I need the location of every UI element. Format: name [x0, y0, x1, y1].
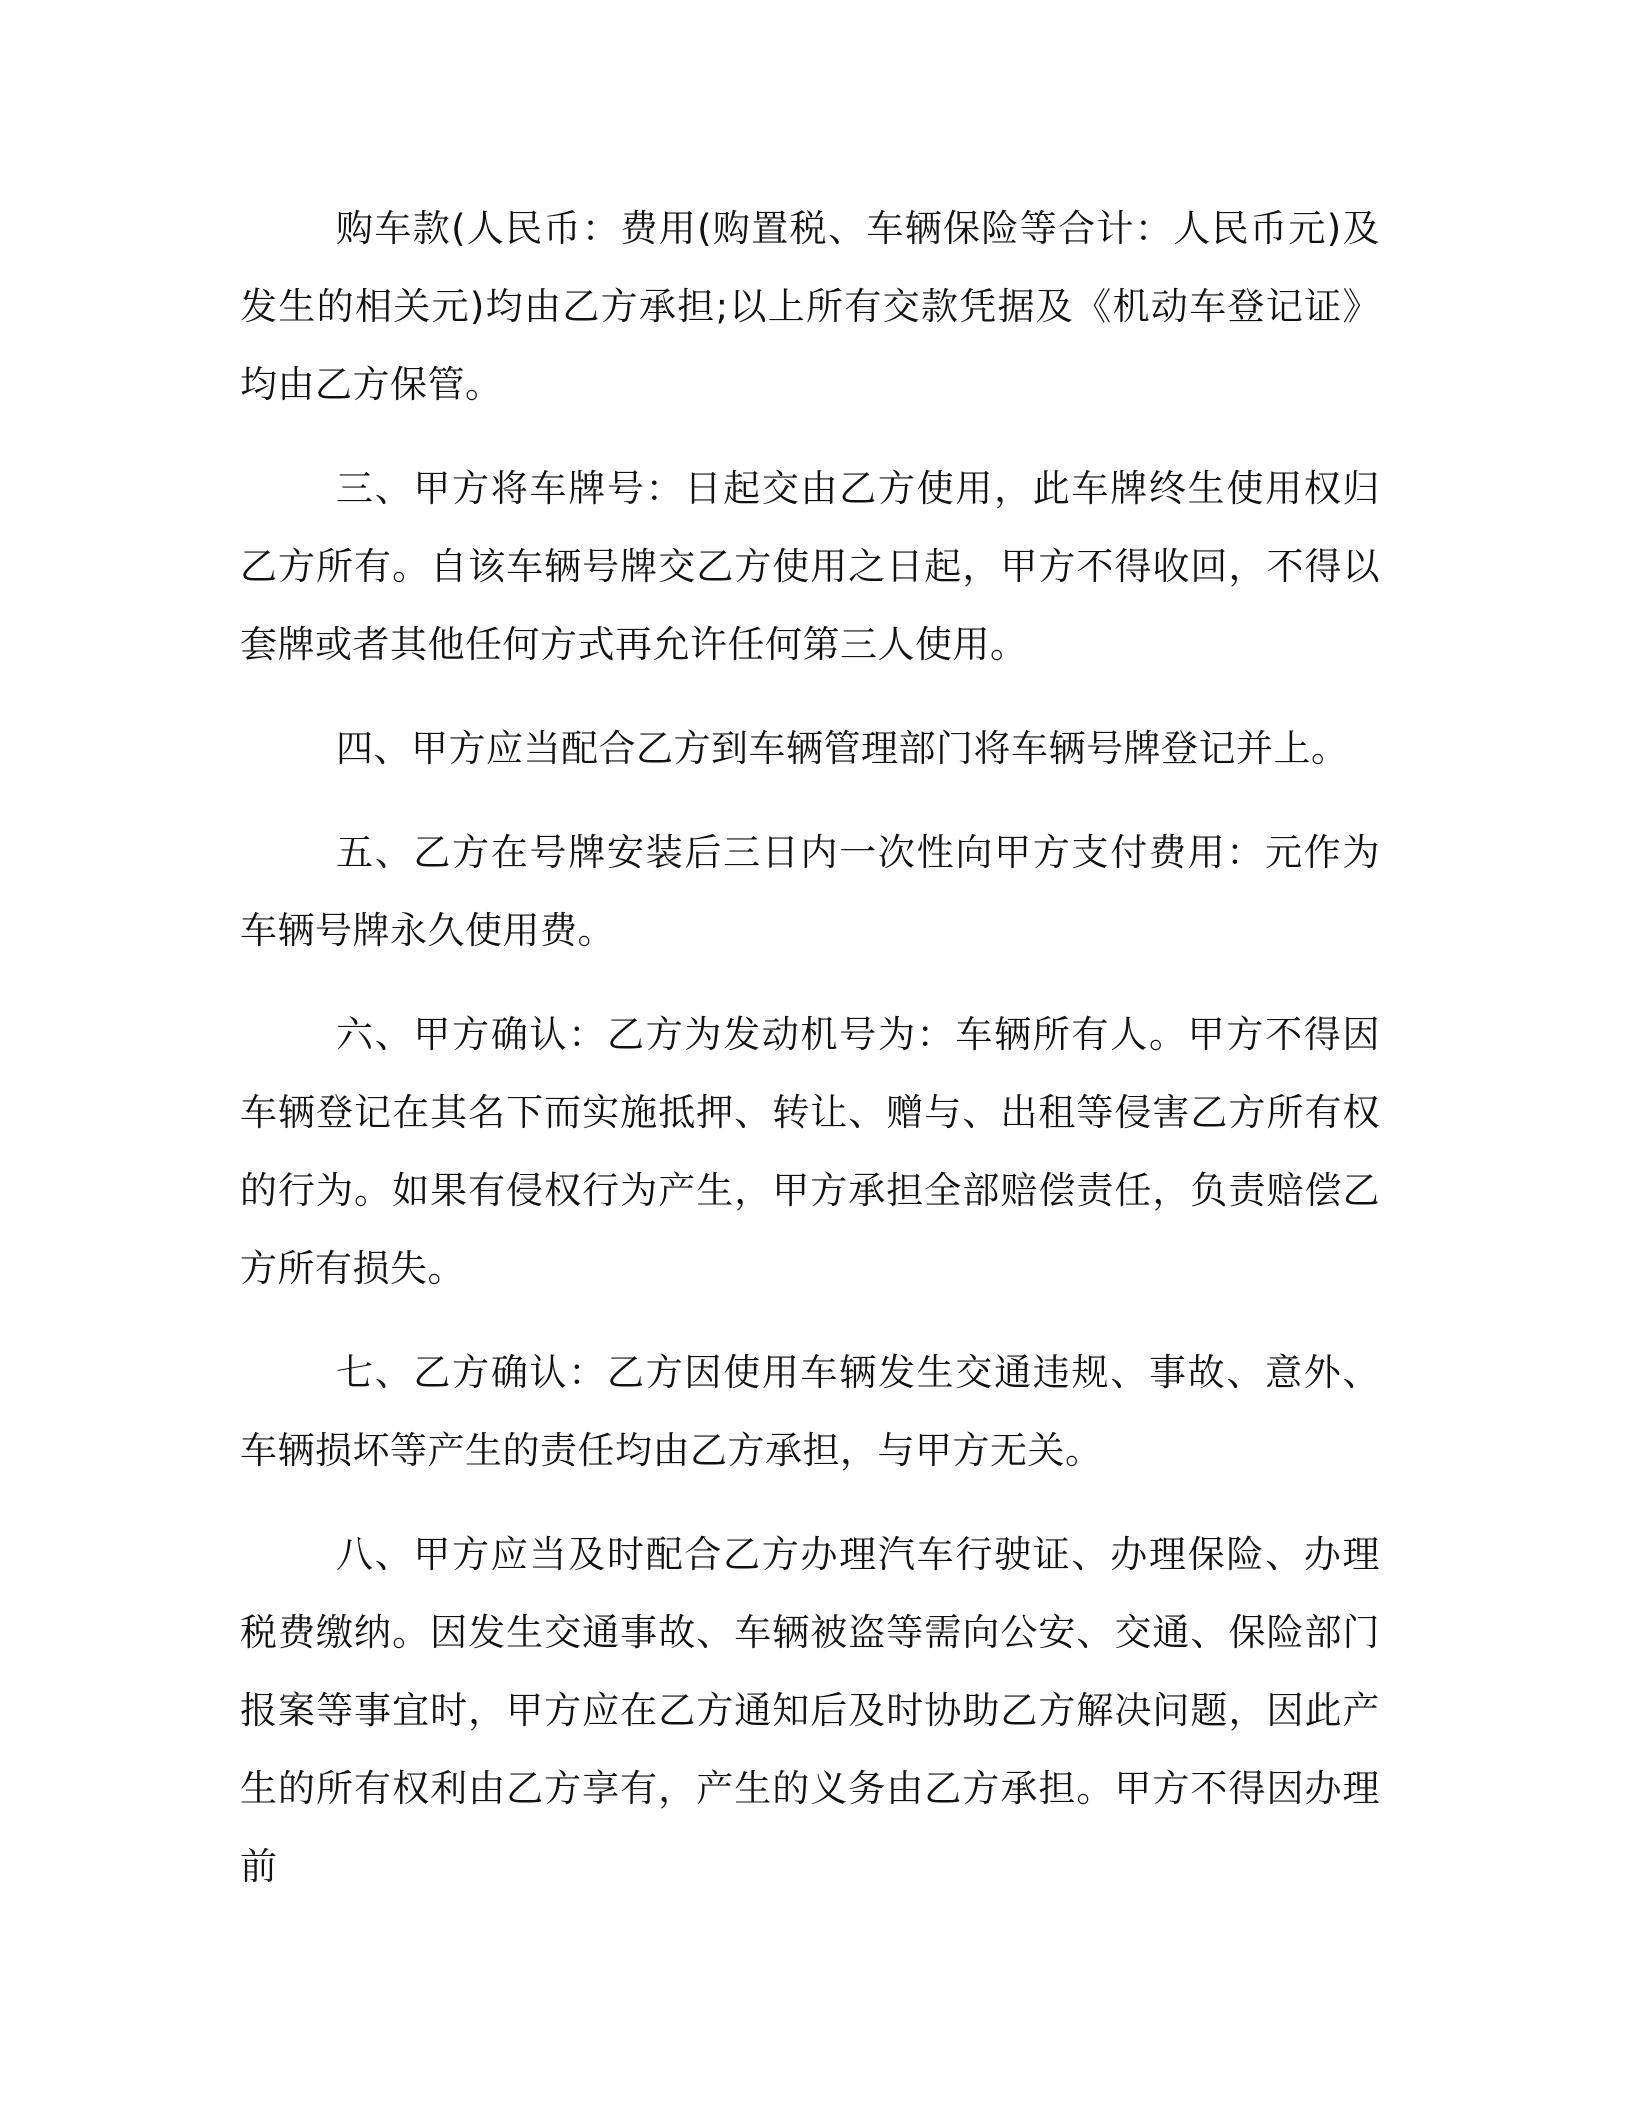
paragraph-payment: 购车款(人民币：费用(购置税、车辆保险等合计：人民币元)及发生的相关元)均由乙方承担;以上所有交款凭据及《机动车登记证》均由乙方保管。: [240, 207, 1380, 406]
paragraph-clause-3: 三、甲方将车牌号：日起交由乙方使用，此车牌终生使用权归乙方所有。自该车辆号牌交乙方使用之日起，甲方不得收回，不得以套牌或者其他任何方式再允许任何第三人使用。: [240, 467, 1380, 666]
document-body: [240, 190, 1380, 1932]
paragraph-clause-6: 六、甲方确认：乙方为发动机号为：车辆所有人。甲方不得因车辆登记在其名下而实施抵押、转让、赠与、出租等侵害乙方所有权的行为。如果有侵权行为产生，甲方承担全部赔偿责任，负责赔偿乙方所有损失。: [240, 1013, 1380, 1290]
paragraph-clause-7: 七、乙方确认：乙方因使用车辆发生交通违规、事故、意外、车辆损坏等产生的责任均由乙方承担，与甲方无关。: [240, 1351, 1380, 1472]
paragraph-clause-8: 八、甲方应当及时配合乙方办理汽车行驶证、办理保险、办理税费缴纳。因发生交通事故、车辆被盗等需向公安、交通、保险部门报案等事宜时，甲方应在乙方通知后及时协助乙方解决问题，因此产生的所有权利由乙方享有，产生的义务由乙方承担。甲方不得因办理前: [240, 1533, 1380, 1888]
paragraph-clause-5: 五、乙方在号牌安装后三日内一次性向甲方支付费用：元作为车辆号牌永久使用费。: [240, 831, 1380, 952]
paragraph-clause-4: 四、甲方应当配合乙方到车辆管理部门将车辆号牌登记并上。: [336, 727, 1349, 770]
